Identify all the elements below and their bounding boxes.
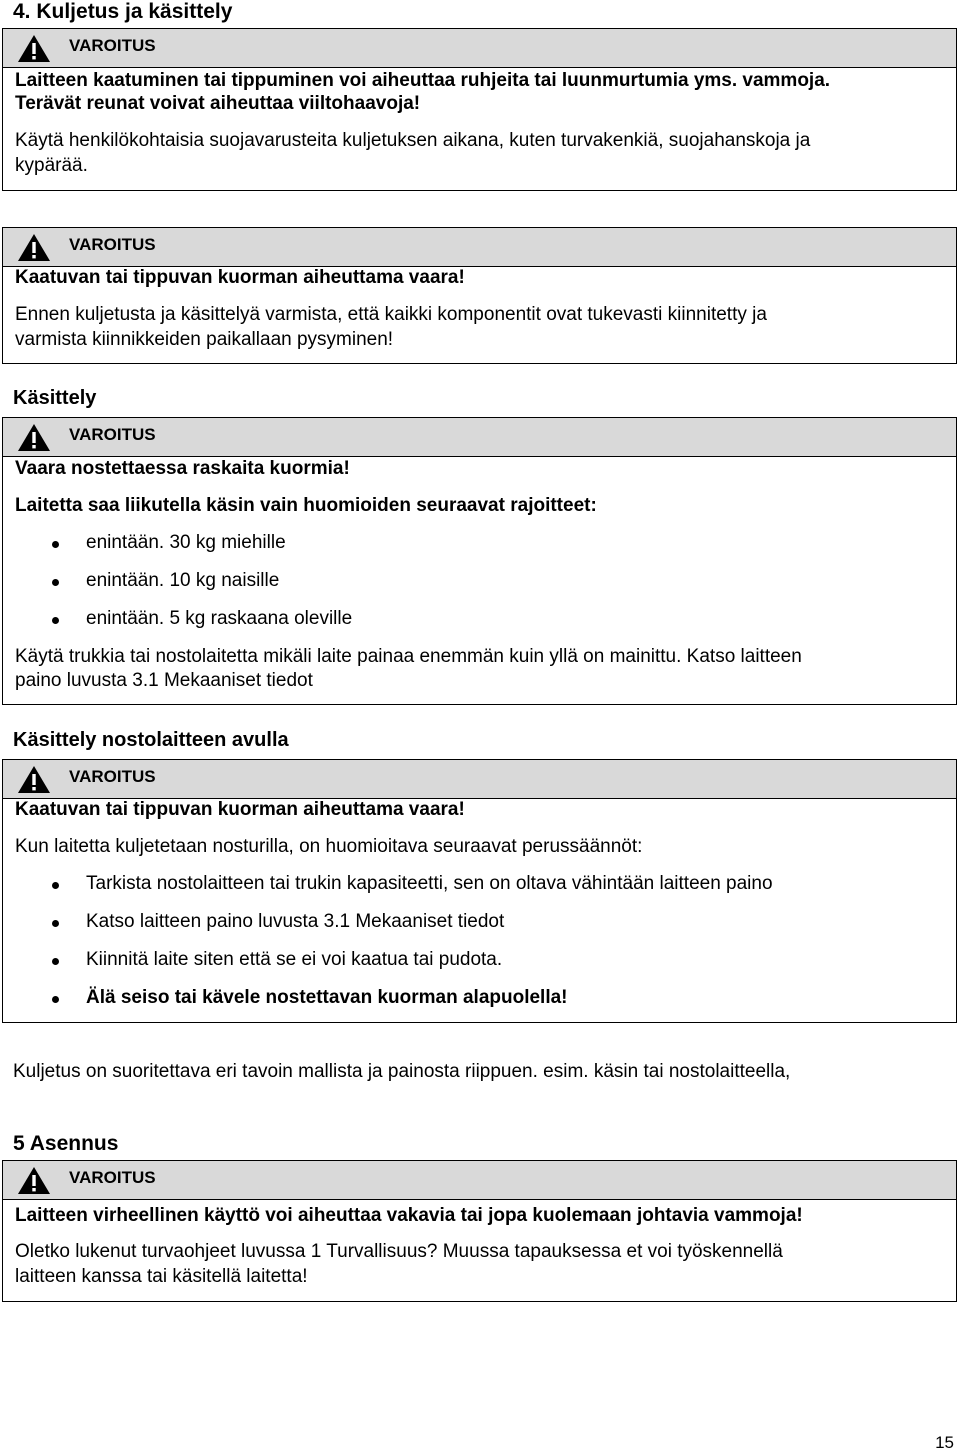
warning-text-line: laitteen kanssa tai käsitellä laitetta!: [15, 1266, 308, 1287]
warning-label: VAROITUS: [69, 767, 156, 786]
warning-bold-line: Laitteen virheellinen käyttö voi aiheuttaa vakavia tai jopa kuolemaan johtavia vammoja!: [15, 1205, 803, 1226]
bullet-dot: [52, 617, 59, 624]
bullet-dot: [52, 579, 59, 586]
warning-icon: [17, 33, 51, 63]
warning-icon: [17, 764, 51, 794]
warning-label: VAROITUS: [69, 36, 156, 55]
warning-label: VAROITUS: [69, 235, 156, 254]
warning-box-injury: [2, 28, 957, 191]
section-5-title: 5 Asennus: [13, 1132, 119, 1155]
warning-text-line: Oletko lukenut turvaohjeet luvussa 1 Turvallisuus? Muussa tapauksessa et voi työskennellä: [15, 1241, 783, 1262]
warning-bold-line: Vaara nostettaessa raskaita kuormia!: [15, 458, 350, 479]
warning-box-falling-load: [2, 227, 957, 364]
bullet-dot: [52, 996, 59, 1003]
warning-box-heavy-loads: [2, 417, 957, 705]
bullet-dot: [52, 882, 59, 889]
transport-note: Kuljetus on suoritettava eri tavoin mallista ja painosta riippuen. esim. käsin tai nostolaitteella,: [13, 1061, 791, 1082]
bullet-dot: [52, 541, 59, 548]
warning-banner: [3, 228, 956, 267]
list-item: Tarkista nostolaitteen tai trukin kapasiteetti, sen on oltava vähintään laitteen paino: [86, 873, 773, 894]
warning-banner: [3, 760, 956, 799]
warning-text-line: Kun laitetta kuljetetaan nosturilla, on huomioitava seuraavat perussäännöt:: [15, 836, 643, 857]
warning-bold-line: Laitetta saa liikutella käsin vain huomioiden seuraavat rajoitteet:: [15, 495, 597, 516]
warning-icon: [17, 232, 51, 262]
warning-text-line: Käytä henkilökohtaisia suojavarusteita kuljetuksen aikana, kuten turvakenkiä, suojahanskoja ja: [15, 130, 811, 151]
section-4-title: 4. Kuljetus ja käsittely: [13, 0, 233, 23]
list-item-bold: Älä seiso tai kävele nostettavan kuorman alapuolella!: [86, 987, 568, 1008]
warning-text-line: varmista kiinnikkeiden paikallaan pysyminen!: [15, 329, 394, 350]
warning-bold-line: Terävät reunat voivat aiheuttaa viiltohaavoja!: [15, 93, 421, 114]
warning-text-line: Käytä trukkia tai nostolaitetta mikäli laite painaa enemmän kuin yllä on mainittu. Katso laitteen: [15, 646, 802, 667]
handling-title: Käsittely: [13, 387, 97, 409]
warning-text-line: paino luvusta 3.1 Mekaaniset tiedot: [15, 670, 313, 691]
list-item: enintään. 10 kg naisille: [86, 570, 280, 591]
list-item: enintään. 5 kg raskaana oleville: [86, 608, 353, 629]
warning-bold-line: Laitteen kaatuminen tai tippuminen voi aiheuttaa ruhjeita tai luunmurtumia yms. vammoja.: [15, 70, 831, 91]
list-item: Katso laitteen paino luvusta 3.1 Mekaaniset tiedot: [86, 911, 505, 932]
warning-bold-line: Kaatuvan tai tippuvan kuorman aiheuttama vaara!: [15, 799, 465, 820]
warning-banner: [3, 29, 956, 68]
warning-banner: [3, 418, 956, 457]
warning-text-line: Ennen kuljetusta ja käsittelyä varmista, että kaikki komponentit ovat tukevasti kiinnitetty ja: [15, 304, 767, 325]
list-item: Kiinnitä laite siten että se ei voi kaatua tai pudota.: [86, 949, 503, 970]
warning-bold-line: Kaatuvan tai tippuvan kuorman aiheuttama vaara!: [15, 267, 465, 288]
warning-text-line: kypärää.: [15, 155, 88, 176]
lift-handling-title: Käsittely nostolaitteen avulla: [13, 729, 289, 751]
warning-banner: [3, 1161, 956, 1200]
page-number: 15: [935, 1433, 954, 1452]
warning-icon: [17, 1165, 51, 1195]
list-item: enintään. 30 kg miehille: [86, 532, 286, 553]
bullet-dot: [52, 920, 59, 927]
warning-box-lifting: [2, 759, 957, 1023]
warning-icon: [17, 422, 51, 452]
warning-label: VAROITUS: [69, 425, 156, 444]
bullet-dot: [52, 958, 59, 965]
warning-box-misuse: [2, 1160, 957, 1302]
warning-label: VAROITUS: [69, 1168, 156, 1187]
